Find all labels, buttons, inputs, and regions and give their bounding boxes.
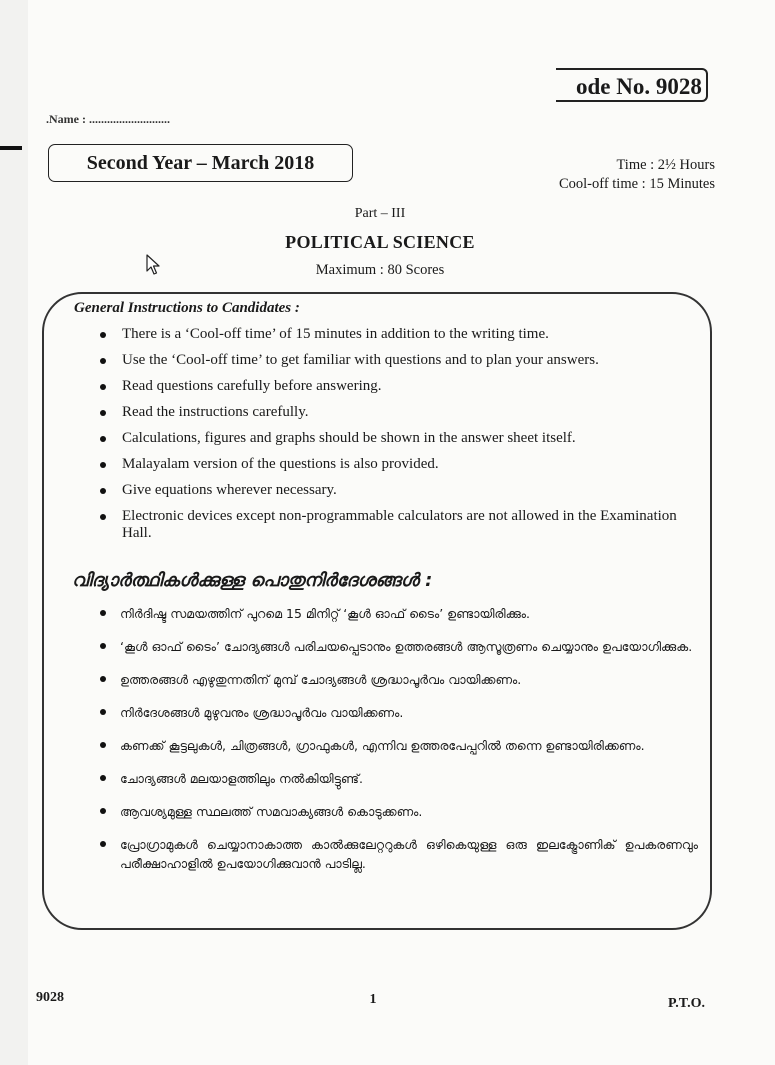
instruction-item: There is a ‘Cool-off time’ of 15 minutes in addition to the writing time. bbox=[98, 326, 678, 343]
please-turn-over: P.T.O. bbox=[668, 996, 705, 1011]
malayalam-instruction-item: ആവശ്യമുള്ള സ്ഥലത്ത് സമവാക്യങ്ങൾ കൊടുക്കണം. bbox=[98, 802, 698, 821]
time-info bbox=[559, 156, 715, 194]
malayalam-instructions-heading: വിദ്യാർത്ഥികൾക്കുള്ള പൊതുനിർദേശങ്ങൾ : bbox=[72, 570, 433, 591]
part-label: Part – III bbox=[354, 206, 406, 221]
instruction-item: Electronic devices except non-programmable calculators are not allowed in the Examination Hall. bbox=[98, 508, 678, 542]
malayalam-instruction-item: നിർദേശങ്ങൾ മുഴുവനും ശ്രദ്ധാപൂർവം വായിക്കണം. bbox=[98, 703, 698, 722]
subject-title: POLITICAL SCIENCE bbox=[285, 232, 475, 252]
name-field-line: .Name : ........................... bbox=[46, 112, 170, 126]
instruction-item: Give equations wherever necessary. bbox=[98, 482, 678, 499]
instruction-item: Use the ‘Cool-off time’ to get familiar with questions and to plan your answers. bbox=[98, 352, 678, 369]
malayalam-instruction-item: കണക്ക് കൂട്ടലുകൾ, ചിത്രങ്ങൾ, ഗ്രാഫുകൾ, എന്നിവ ഉത്തരപേപ്പറിൽ തന്നെ ഉണ്ടായിരിക്കണം. bbox=[98, 736, 698, 755]
maximum-score: Maximum : 80 Scores bbox=[315, 262, 445, 278]
malayalam-instruction-item: പ്രോഗ്രാമുകൾ ചെയ്യാനാകാത്ത കാൽക്കുലേറ്ററുകൾ ഒഴികെയുള്ള ഒരു ഇലക്ട്രോണിക് ഉപകരണവും പരീക്ഷാഹാളിൽ ഉപയോഗിക്കുവാൻ പാടില്ല. bbox=[98, 835, 698, 873]
malayalam-instruction-item: ഉത്തരങ്ങൾ എഴുതുന്നതിന് മുമ്പ് ചോദ്യങ്ങൾ ശ്രദ്ധാപൂർവം വായിക്കണം. bbox=[98, 670, 698, 689]
malayalam-instruction-item: ചോദ്യങ്ങൾ മലയാളത്തിലും നൽകിയിട്ടുണ്ട്. bbox=[98, 769, 698, 788]
instruction-item: Calculations, figures and graphs should be shown in the answer sheet itself. bbox=[98, 430, 678, 447]
malayalam-instruction-item: ‘കൂൾ ഓഫ് ടൈം’ ചോദ്യങ്ങൾ പരിചയപ്പെടാനും ഉത്തരങ്ങൾ ആസൂത്രണം ചെയ്യാനും ഉപയോഗിക്കുക. bbox=[98, 637, 698, 656]
footer-code: 9028 bbox=[36, 990, 64, 1005]
question-code-box: ode No. 9028 bbox=[556, 68, 708, 102]
malayalam-instruction-item: നിർദിഷ്ട സമയത്തിന് പുറമെ 15 മിനിറ്റ് ‘കൂൾ ഓഫ് ടൈം’ ഉണ്ടായിരിക്കും. bbox=[98, 604, 698, 623]
page-number: 1 bbox=[369, 992, 377, 1007]
instruction-item: Read the instructions carefully. bbox=[98, 404, 678, 421]
instruction-item: Malayalam version of the questions is also provided. bbox=[98, 456, 678, 473]
margin-mark bbox=[0, 146, 22, 150]
malayalam-instructions-list bbox=[98, 604, 698, 887]
exam-session-box: Second Year – March 2018 bbox=[48, 144, 353, 182]
time-duration: Time : 2½ Hours bbox=[616, 157, 715, 173]
instructions-heading: General Instructions to Candidates : bbox=[74, 300, 300, 316]
english-instructions-list bbox=[98, 326, 678, 551]
mouse-pointer-icon bbox=[146, 254, 162, 276]
cooloff-time: Cool-off time : 15 Minutes bbox=[558, 176, 715, 192]
instruction-item: Read questions carefully before answering. bbox=[98, 378, 678, 395]
